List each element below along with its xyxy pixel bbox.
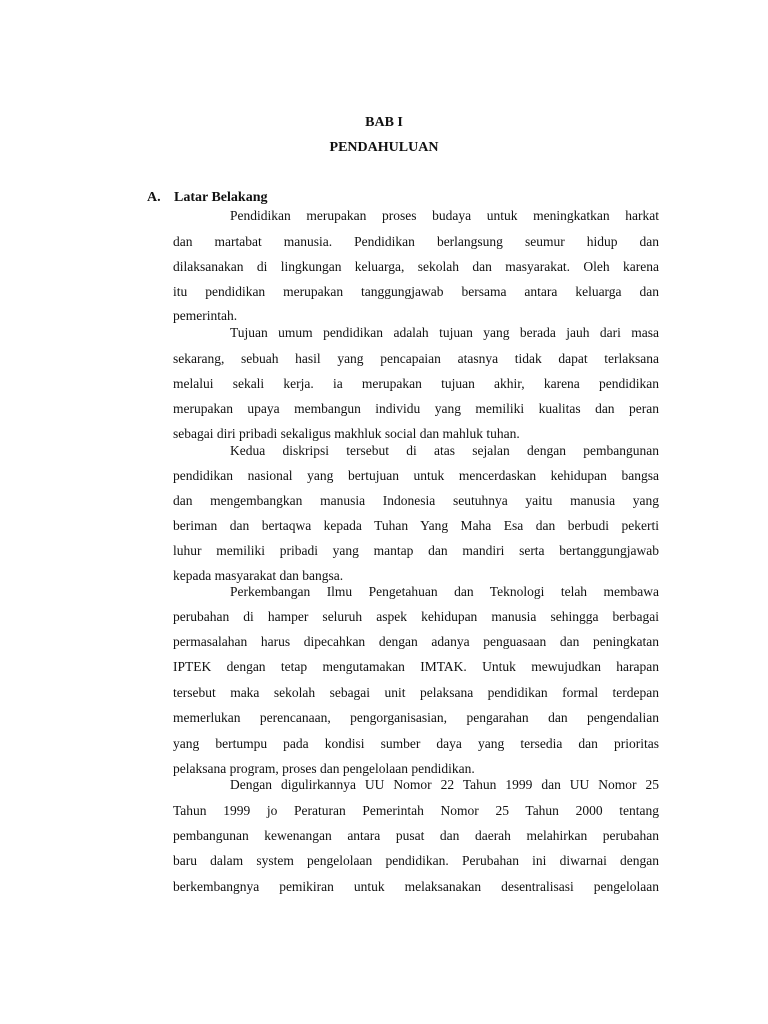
paragraph-1-line: Pendidikan merupakan proses budaya untuk meningkatkan harkat — [230, 208, 659, 223]
paragraph-4-line: permasalahan harus dipecahkan dengan adanya penguasaan dan peningkatan — [173, 634, 659, 649]
section-title: Latar Belakang — [174, 190, 268, 205]
paragraph-3-line: Kedua diskripsi tersebut di atas sejalan dengan pembangunan — [230, 443, 659, 458]
paragraph-5-line: Tahun 1999 jo Peraturan Pemerintah Nomor 25 Tahun 2000 tentang — [173, 803, 659, 818]
paragraph-5-line: berkembangnya pemikiran untuk melaksanakan desentralisasi pengelolaan — [173, 879, 659, 894]
paragraph-4-line: memerlukan perencanaan, pengorganisasian, pengarahan dan pengendalian — [173, 710, 659, 725]
paragraph-3-line: kepada masyarakat dan bangsa. — [173, 568, 344, 583]
paragraph-4-line: tersebut maka sekolah sebagai unit pelaksana pendidikan formal terdepan — [173, 685, 659, 700]
paragraph-5-line: baru dalam system pengelolaan pendidikan. Perubahan ini diwarnai dengan — [173, 853, 659, 868]
paragraph-4-line: yang bertumpu pada kondisi sumber daya yang tersedia dan prioritas — [173, 736, 659, 751]
paragraph-1-line: dan martabat manusia. Pendidikan berlangsung seumur hidup dan — [173, 234, 659, 249]
paragraph-1-line: pemerintah. — [173, 308, 238, 323]
paragraph-2-line: merupakan upaya membangun individu yang memiliki kualitas dan peran — [173, 401, 659, 416]
chapter-title: PENDAHULUAN — [329, 140, 439, 155]
paragraph-4-line: pelaksana program, proses dan pengelolaan pendidikan. — [173, 761, 475, 776]
paragraph-4-line: IPTEK dengan tetap mengutamakan IMTAK. Untuk mewujudkan harapan — [173, 659, 659, 674]
paragraph-4-line: Perkembangan Ilmu Pengetahuan dan Teknologi telah membawa — [230, 584, 659, 599]
paragraph-2-line: sekarang, sebuah hasil yang pencapaian atasnya tidak dapat terlaksana — [173, 351, 659, 366]
paragraph-2-line: melalui sekali kerja. ia merupakan tujuan akhir, karena pendidikan — [173, 376, 659, 391]
paragraph-4-line: perubahan di hamper seluruh aspek kehidupan manusia sehingga berbagai — [173, 609, 659, 624]
paragraph-2-line: sebagai diri pribadi sekaligus makhluk social dan mahluk tuhan. — [173, 426, 520, 441]
paragraph-3-line: dan mengembangkan manusia Indonesia seutuhnya yaitu manusia yang — [173, 493, 659, 508]
section-letter: A. — [147, 190, 161, 205]
chapter-number: BAB I — [365, 115, 403, 130]
paragraph-3-line: beriman dan bertaqwa kepada Tuhan Yang Maha Esa dan berbudi pekerti — [173, 518, 659, 533]
paragraph-2-line: Tujuan umum pendidikan adalah tujuan yang berada jauh dari masa — [230, 325, 659, 340]
section-heading — [147, 190, 267, 206]
paragraph-5-line: Dengan digulirkannya UU Nomor 22 Tahun 1999 dan UU Nomor 25 — [230, 777, 659, 792]
paragraph-5-line: pembangunan kewenangan antara pusat dan daerah melahirkan perubahan — [173, 828, 659, 843]
paragraph-1-line: itu pendidikan merupakan tanggungjawab bersama antara keluarga dan — [173, 284, 659, 299]
paragraph-3-line: pendidikan nasional yang bertujuan untuk mencerdaskan kehidupan bangsa — [173, 468, 659, 483]
paragraph-3-line: luhur memiliki pribadi yang mantap dan mandiri serta bertanggungjawab — [173, 543, 659, 558]
paragraph-1-line: dilaksanakan di lingkungan keluarga, sekolah dan masyarakat. Oleh karena — [173, 259, 659, 274]
